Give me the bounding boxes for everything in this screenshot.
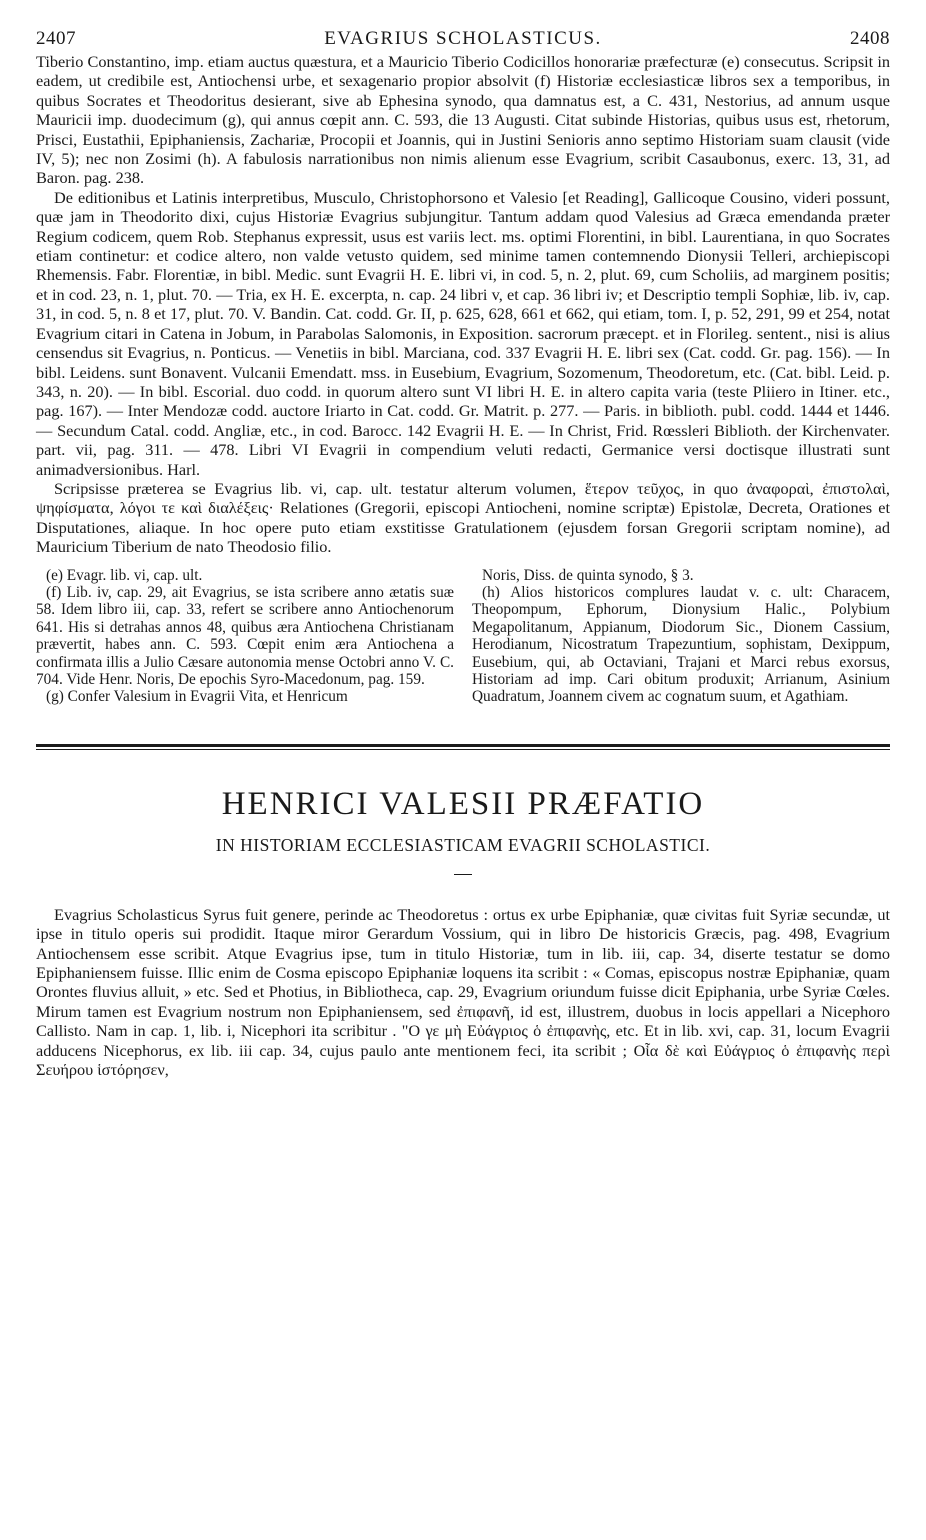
page-number-left: 2407: [36, 28, 76, 49]
footnotes-left-column: [36, 567, 454, 706]
paragraph-1: Tiberio Constantino, imp. etiam auctus quæstura, et a Mauricio Tiberio Codicillos honorariæ præfecturæ (e) consecutus. Scripsit in eadem, ut credibile est, Antiochensi urbe, et sexagenario propior absolvit (f) Historiæ ecclesiasticæ libros sex a temporibus, in quibus Socrates et Theodoritus desierant, sive ab Ephesina synodo, qua damnatus est, a C. 431, Nestorius, ad annum usque Mauricii imp. duodecimum (g), qui annus cœpit ann. C. 593, die 13 Augusti. Citat subinde Historias, quibus usus est, rhetorum, Prisci, Eustathii, Epiphaniensis, Zachariæ, Procopii et Joannis, qui in Justini Senioris anno septimo Historiam suam clausit (vide IV, 5); nec non Zosimi (h). A fabulosis narrationibus non nimis alienum esse Evagrium, scribit Casaubonus, exerc. 13, 31, ad Baron. pag. 238.: [36, 52, 890, 188]
section-title: HENRICI VALESII PRÆFATIO: [221, 785, 705, 822]
paragraph-3: Scripsisse præterea se Evagrius lib. vi, cap. ult. testatur alterum volumen, ἕτερον τεῦχος, in quo ἀναφοραὶ, ἐπιστολαὶ, ψηφίσματα, λόγοι τε καὶ διαλέξεις· Relationes (Gregorii, episcopi Antiocheni, nomine scriptæ) Epistolæ, Decreta, Orationes et Disputationes, aliaque. In hoc opere puto etiam exstitisse Gratulationem (ejusdem forsan Gregorii scriptam nomine), ad Mauricium Tiberium de nato Theodosio filio.: [36, 478, 890, 557]
title-dash: [454, 874, 472, 875]
running-head: [36, 28, 890, 52]
footnote-e: (e) Evagr. lib. vi, cap. ult.: [46, 566, 203, 584]
footnotes-right-column: [472, 567, 890, 706]
running-title: EVAGRIUS SCHOLASTICUS.: [324, 28, 602, 49]
footnotes: [36, 567, 890, 706]
preface-text: [36, 905, 890, 1080]
footnote-f: (f) Lib. iv, cap. 29, ait Evagrius, se ista scribere anno ætatis suæ 58. Idem libro iii, cap. 33, refert se scribere anno Antiochenorum 641. His si detrahas annos 48, quibus æra Antiochena Christianam prævertit, habes ann. C. 593. Cœpit enim æra Antiochena a confirmata illis a Julio Cæsare autonomia mense Octobri anno V. C. 704. Vide Henr. Noris, De epochis Syro-Macedonum, pag. 159.: [36, 583, 454, 688]
footnote-g-continued: Noris, Diss. de quinta synodo, § 3.: [482, 566, 694, 584]
preface-paragraph-1: Evagrius Scholasticus Syrus fuit genere, perinde ac Theodoretus : ortus ex urbe Epiphaniæ, quæ civitas fuit Syriæ secundæ, ut ipse in titulo operis sui prodidit. Itaque miror Gerardum Vossium, qui in libro De historicis Græcis, pag. 498, Evagrium Antiochensem esse scribit. Atque Evagrius ipse, tum in titulo Historiæ, tum in lib. iii, cap. 34, diserte testatur se domo Epiphaniensem fuisse. Illic enim de Cosma episcopo Epiphaniæ loquens ita scribit : « Comas, episcopus nostræ Epiphaniæ, quam Orontes fluvius alluit, » etc. Sed et Photius, in Bibliotheca, cap. 29, Evagrium oriundum fuisse dicit Epiphania, urbe Syriæ Cœles. Mirum tamen est Evagrium nostrum non Epiphaniensem, sed ἐπιφανῆ, id est, illustrem, duobus in locis appellari a Nicephoro Callisto. Nam in cap. 1, lib. i, Nicephori ita scribitur . "Ο γε μὴ Εὐάγριος ὁ ἐπιφανὴς, etc. Et in lib. xvi, cap. 31, locum Evagrii adducens Nicephorus, ex lib. iii cap. 34, cujus paulo ante mentionem feci, ita scribit ; Οἷα δὲ καὶ Εὐάγριος ὁ ἐπιφανὴς περὶ Σευήρου ἱστόρησεν,: [36, 904, 890, 1080]
footnote-h: (h) Alios historicos complures laudat v. c. ult: Characem, Theopompum, Ephorum, Dionysium Halic., Polybium Megapolitanum, Appianum, Diodorum Sic., Dionem Cassium, Herodianum, Nicostratum Trapezuntium, sophistam, Dexippum, Eusebium, qui, ab Octaviani, Trajani et Marci rebus exorsus, Historiam ad imp. Cari obitum produxit; Arrianum, Asinium Quadratum, Joannem civem ac cognatum suum, et Agathiam.: [472, 583, 890, 706]
section-divider: [36, 744, 890, 750]
page-number-right: 2408: [850, 28, 890, 49]
paragraph-2: De editionibus et Latinis interpretibus, Musculo, Christophorsono et Valesio [et Reading], Gallicoque Cousino, videri possunt, quæ jam in Theodorito dixi, cujus Historiæ Evagrius subjungitur. Tantum addam quod Valesius ad Græca emendanda præter Regium codicem, quem Rob. Stephanus expressit, usus est variis lect. ms. optimi Florentini, in bibl. Laurentiana, in quo Socrates etiam continetur: et codice altero, non valde vetusto quidem, sed minime tamen contemnendo Dionysii Telleri, archiepiscopi Rhemensis. Fabr. Florentiæ, in bibl. Medic. sunt Evagrii H. E. libri vi, in cod. 5, n. 2, plut. 69, cum Scholiis, ad marginem positis; et in cod. 23, n. 1, plut. 70. — Tria, ex H. E. excerpta, n. cap. 24 libri v, et cap. 36 libri iv; et Descriptio templi Sophiæ, lib. iv, cap. 31, in cod. 5, n. 8 et 17, plut. 70. V. Bandin. Cat. codd. Gr. II, p. 625, 628, 661 et 662, qui etiam, tom. I, p. 52, 291, 99 et 254, notat Evagrium citari in Catena in Jobum, in Parabolas Salomonis, in Exposition. sacrorum præcept. et in Florileg. sentent., nisi is alius censendus sit Evagrius, n. Ponticus. — Venetiis in bibl. Marciana, cod. 337 Evagrii H. E. libri sex (Cat. codd. Gr. pag. 156). — In bibl. Leidens. sunt Bonavent. Vulcanii Emendatt. mss. in Eusebium, Evagrium, Sozomenum, Theodoretum, etc. (Cat. bibl. Leid. p. 343, n. 20). — In bibl. Escorial. duo codd. in quorum altero sunt VI libri H. E. in altero capita varia (teste Pliiero in Itiner. etc., pag. 167). — Inter Mendozæ codd. auctore Iriarto in Cat. codd. Gr. Matrit. p. 277. — Paris. in biblioth. publ. codd. 1444 et 1446. — Secundum Catal. codd. Angliæ, etc., in cod. Barocc. 142 Evagrii H. E. — In Christ, Frid. Rœssleri Biblioth. der Kirchenvater. part. vii, pag. 311. — 478. Libri VI Evagrii in compendium veluti redacti, Germanice versi doctisque illustrati sunt animadversionibus. Harl.: [36, 187, 890, 479]
main-text: [36, 52, 890, 557]
book-page: [36, 28, 890, 1079]
section-subtitle: IN HISTORIAM ECCLESIASTICAM EVAGRII SCHOLASTICI.: [215, 834, 711, 855]
footnote-g: (g) Confer Valesium in Evagrii Vita, et Henricum: [46, 688, 348, 706]
